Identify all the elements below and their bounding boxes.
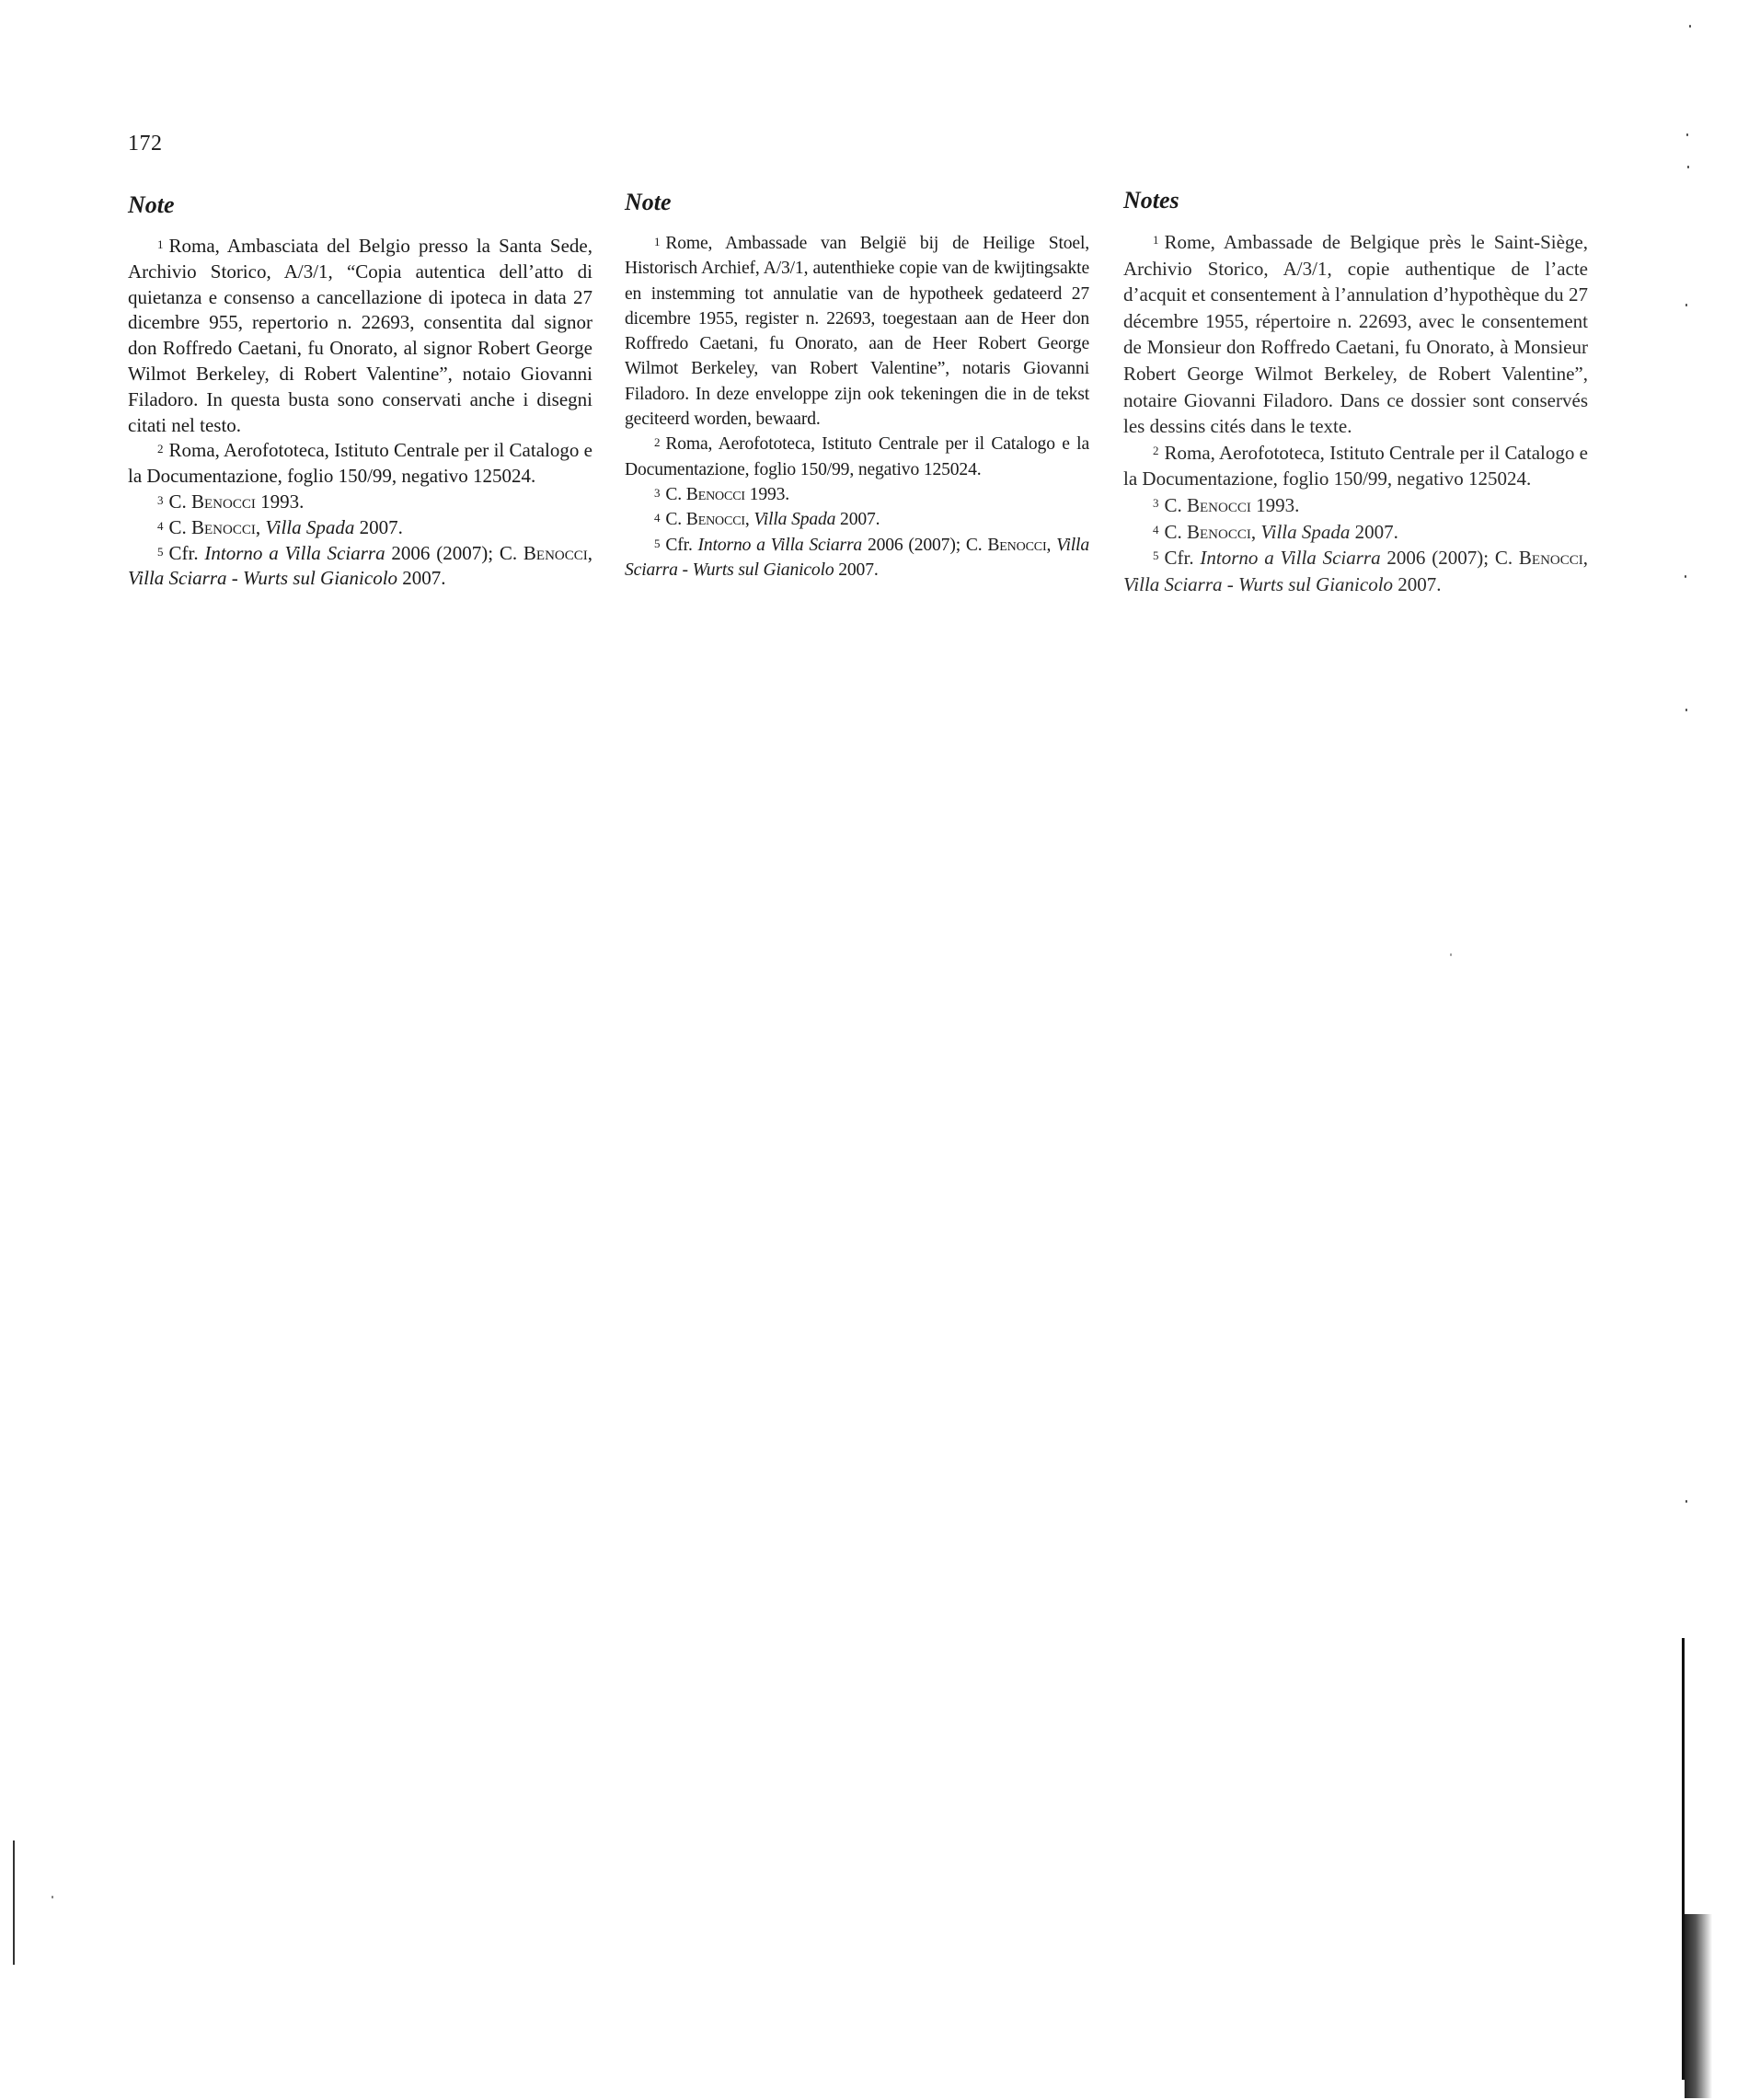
footnote-marker: 4	[654, 511, 661, 525]
work-title: Intorno a Villa Sciarra	[697, 535, 863, 555]
footnote-text: Roma, Ambasciata del Belgio presso la Santa Sede, Archivio Storico, A/3/1, “Copia autentica dell’atto di quietanza e consenso a cancellazione di ipoteca in data 27 dicembre 955, repertorio n. 22693, consentita dal signor don Roffredo Caetani, fu Onorato, al signor Robert George Wilmot Berkeley, di Robert Valentine”, notaio Giovanni Filadoro. In questa busta sono conservati anche i disegni citati nel testo.	[128, 235, 592, 436]
footnote-text: ,	[1582, 547, 1589, 570]
scan-binding-shadow-fringe	[1685, 1914, 1712, 2098]
author-name: Benocci	[523, 541, 588, 564]
work-title: Villa Spada	[265, 515, 355, 538]
footnote-4	[1123, 519, 1588, 546]
footnote-marker: 4	[1153, 522, 1159, 537]
footnote-marker: 3	[1153, 495, 1159, 510]
footnote-text: 2006 (2007); C.	[385, 541, 523, 564]
footnote-2	[128, 438, 592, 490]
footnote-text: 2007.	[354, 515, 403, 538]
notes-list	[1123, 229, 1588, 597]
notes-column-dutch	[625, 187, 1089, 583]
footnote-marker: 5	[654, 536, 661, 550]
work-title: Villa Spada	[1260, 520, 1351, 543]
footnote-text: 2007.	[1393, 572, 1442, 595]
column-title: Notes	[1123, 187, 1179, 213]
footnote-1	[1123, 229, 1588, 440]
footnote-text: 2007.	[835, 510, 880, 530]
author-name: Benocci	[685, 510, 745, 530]
footnote-text: C.	[665, 510, 686, 530]
footnote-text: C.	[168, 490, 192, 513]
work-title: Villa Spada	[753, 510, 836, 530]
footnote-5	[1123, 545, 1588, 597]
work-title: Intorno a Villa Sciarra	[204, 541, 385, 564]
notes-column-italian	[128, 190, 592, 592]
footnote-text: Roma, Aerofototeca, Istituto Centrale per il Catalogo e la Documentazione, foglio 150/99, negativo 125024.	[625, 434, 1089, 479]
scan-speck	[1450, 953, 1452, 956]
scan-edge-mark-left	[13, 1840, 15, 1965]
footnote-marker: 5	[157, 544, 164, 559]
footnote-text: ,	[255, 515, 266, 538]
scan-speck	[1685, 575, 1686, 578]
footnote-text: Roma, Aerofototeca, Istituto Centrale per il Catalogo e la Documentazione, foglio 150/99, negativo 125024.	[128, 439, 592, 488]
notes-list	[128, 234, 592, 592]
page-number: 172	[128, 132, 163, 156]
scan-speck	[52, 1896, 53, 1898]
column-title: Note	[128, 191, 175, 218]
footnote-text: Roma, Aerofototeca, Istituto Centrale per il Catalogo e la Documentazione, foglio 150/99, negativo 125024.	[1123, 441, 1588, 490]
column-title: Note	[625, 189, 672, 215]
footnote-text: 2007.	[1350, 520, 1398, 543]
footnote-marker: 1	[1153, 233, 1159, 247]
footnote-5	[625, 533, 1089, 583]
footnote-text: ,	[1046, 535, 1057, 555]
footnote-4	[625, 507, 1089, 532]
author-name: Benocci	[191, 515, 256, 538]
footnote-marker: 4	[157, 518, 164, 533]
footnote-5	[128, 541, 592, 593]
footnote-1	[625, 231, 1089, 432]
footnote-3	[1123, 492, 1588, 519]
footnote-text: Cfr.	[665, 535, 698, 555]
footnote-text: 2006 (2007); C.	[1380, 547, 1519, 570]
footnote-text: ,	[744, 510, 754, 530]
notes-column-french	[1123, 185, 1588, 597]
footnote-text: ,	[1250, 520, 1261, 543]
footnote-text: C.	[1164, 493, 1188, 516]
footnote-2	[625, 432, 1089, 482]
scan-speck	[1687, 166, 1689, 168]
footnote-marker: 5	[1153, 548, 1159, 563]
author-name: Benocci	[191, 490, 256, 513]
work-title: Villa Sciarra - Wurts sul Gianicolo	[1123, 572, 1394, 595]
footnote-text: 1993.	[255, 490, 305, 513]
footnote-2	[1123, 440, 1588, 492]
footnote-text: Cfr.	[1164, 547, 1201, 570]
work-title: Intorno a Villa Sciarra	[1200, 547, 1381, 570]
author-name: Benocci	[1187, 520, 1251, 543]
footnote-text: C.	[1164, 520, 1188, 543]
footnote-marker: 3	[157, 492, 164, 507]
footnote-text: Rome, Ambassade de Belgique près le Saint-Siège, Archivio Storico, A/3/1, copie authentique de l’acte d’acquit et consentement à l’annulation d’hypothèque du 27 décembre 1955, répertoire n. 22693, avec le consentement de Monsieur don Roffredo Caetani, fu Onorato, à Monsieur Robert George Wilmot Berkeley, de Robert Valentine”, notaire Giovanni Filadoro. Dans ce dossier sont conservés les dessins cités dans le texte.	[1123, 231, 1588, 438]
footnote-text: C.	[168, 515, 192, 538]
scan-speck	[1689, 25, 1691, 28]
footnote-text: Cfr.	[168, 541, 205, 564]
footnote-text: 1993.	[744, 484, 790, 504]
author-name: Benocci	[685, 484, 745, 504]
notes-list	[625, 231, 1089, 583]
footnote-text: 2006 (2007); C.	[862, 535, 988, 555]
footnote-marker: 1	[654, 235, 661, 248]
scan-speck	[1686, 133, 1688, 136]
scan-speck	[1685, 709, 1687, 711]
footnote-text: 1993.	[1250, 493, 1300, 516]
footnote-text: 2007.	[397, 567, 446, 590]
footnote-text: ,	[587, 541, 593, 564]
footnote-marker: 1	[157, 237, 164, 251]
footnote-marker: 2	[654, 435, 661, 450]
footnote-text: Rome, Ambassade van België bij de Heilige Stoel, Historisch Archief, A/3/1, autenthieke copie van de kwijtingsakte en instemming tot annulatie van de hypotheek gedateerd 27 dicembre 1955, register n. 22693, toegestaan aan de Heer don Roffredo Caetani, fu Onorato, aan de Heer Robert George Wilmot Berkeley, van Robert Valentine”, notaris Giovanni Filadoro. In deze enveloppe zijn ook tekeningen die in de tekst geciteerd worden, bewaard.	[625, 234, 1089, 430]
footnote-marker: 3	[654, 485, 661, 500]
author-name: Benocci	[1518, 547, 1583, 570]
footnote-text: C.	[665, 484, 686, 504]
author-name: Benocci	[1187, 493, 1251, 516]
footnote-text: 2007.	[834, 560, 879, 580]
footnote-3	[128, 490, 592, 515]
footnote-marker: 2	[157, 442, 164, 456]
scan-speck	[1685, 1500, 1687, 1503]
author-name: Benocci	[987, 535, 1047, 555]
work-title: Villa Sciarra - Wurts sul Gianicolo	[128, 567, 398, 590]
footnote-3	[625, 482, 1089, 507]
scan-speck	[1685, 304, 1687, 306]
footnote-1	[128, 234, 592, 438]
work-title: Villa Sciarra - Wurts sul Gianicolo	[625, 535, 1089, 580]
footnote-marker: 2	[1153, 443, 1159, 457]
footnote-4	[128, 515, 592, 541]
